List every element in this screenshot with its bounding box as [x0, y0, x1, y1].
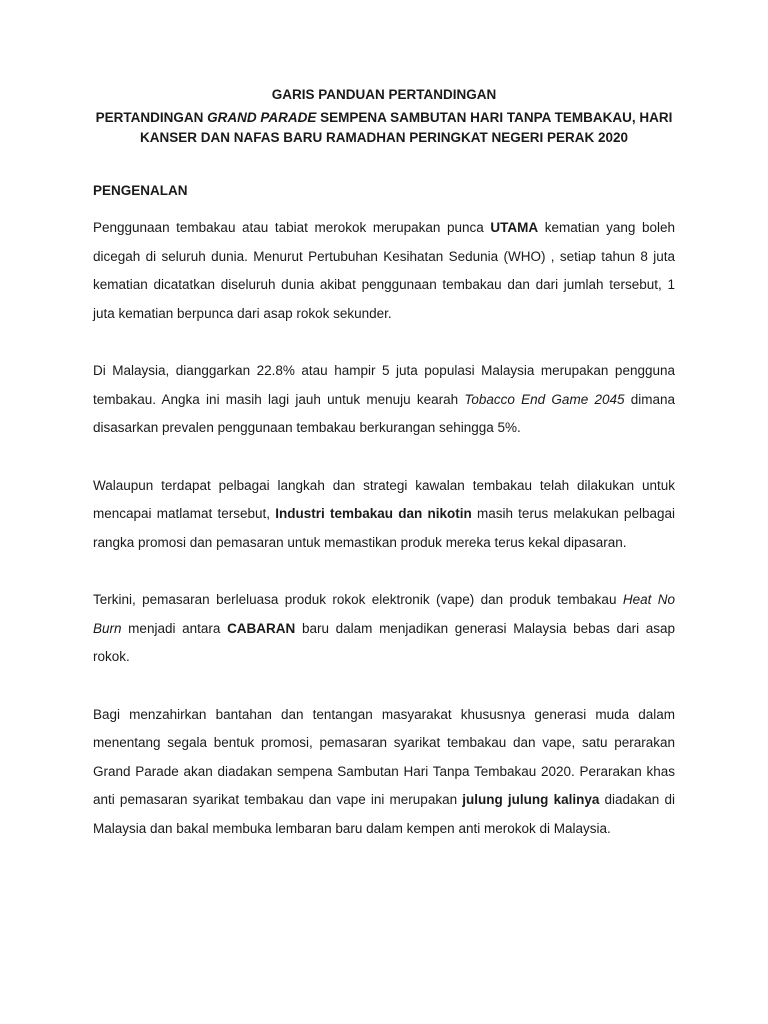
p4-text-a: Terkini, pemasaran berleluasa produk rokok elektronik (vape) dan produk tembakau — [93, 592, 623, 607]
p3-text-a: Walaupun terdapat pelbagai langkah dan strategi kawalan tembakau telah dilakukan untuk mencapai matlamat tersebut, — [93, 477, 675, 521]
paragraph-2 — [93, 357, 675, 443]
paragraph-1 — [93, 214, 675, 328]
p2-text-c: dimana disasarkan prevalen penggunaan tembakau berkurangan sehingga 5%. — [93, 391, 676, 435]
subtitle-part2: SEMPENA SAMBUTAN HARI TANPA TEMBAKAU, HARI KANSER DAN NAFAS BARU RAMADHAN PERINGKAT NEGERI PERAK 2020 — [139, 110, 673, 145]
paragraph-5 — [93, 701, 675, 844]
p5-text-c: diadakan di Malaysia dan bakal membuka lembaran baru dalam kempen anti merokok di Malaysia. — [93, 792, 675, 836]
subtitle-italic: GRAND PARADE — [207, 110, 317, 125]
p1-text-c: kematian yang boleh dicegah di seluruh dunia. Menurut Pertubuhan Kesihatan Sedunia (WHO) , setiap tahun 8 juta kematian dicatatkan diseluruh dunia akibat penggunaan tembakau dan dari jumlah tersebut, 1 juta kematian berpunca dari asap rokok sekunder. — [93, 220, 675, 321]
p4-bold: CABARAN — [227, 620, 296, 636]
p4-text-bpre: menjadi antara — [121, 620, 228, 636]
document-subtitle — [93, 108, 675, 148]
document-content — [93, 86, 675, 872]
p2-text-a: Di Malaysia, dianggarkan 22.8% atau hampir 5 juta populasi Malaysia merupakan pengguna tembakau. Angka ini masih lagi jauh untuk menuju kearah — [93, 363, 675, 407]
section-heading: PENGENALAN — [93, 183, 188, 198]
p5-bold: julung julung kalinya — [462, 792, 600, 807]
p3-text-c: masih terus melakukan pelbagai rangka promosi dan pemasaran untuk memastikan produk mereka terus kekal dipasaran. — [93, 506, 675, 550]
p3-bold: Industri tembakau dan nikotin — [275, 506, 472, 521]
p4-italic: Heat No Burn — [93, 592, 675, 636]
paragraph-3 — [93, 472, 675, 558]
p5-text-a: Bagi menzahirkan bantahan dan tentangan masyarakat khususnya generasi muda dalam menentang segala bentuk promosi, pemasaran syarikat tembakau dan vape, satu perarakan Grand Parade akan diadakan sempena Sambutan Hari Tanpa Tembakau 2020. Perarakan khas anti pemasaran syarikat tembakau dan vape ini merupakan — [93, 706, 675, 807]
p2-italic: Tobacco End Game 2045 — [464, 391, 625, 407]
subtitle-part1: PERTANDINGAN — [95, 110, 208, 125]
paragraph-4 — [93, 586, 675, 672]
p4-text-c: baru dalam menjadikan generasi Malaysia bebas dari asap rokok. — [93, 620, 675, 664]
p1-bold: UTAMA — [490, 220, 539, 235]
p1-text-a: Penggunaan tembakau atau tabiat merokok merupakan punca — [93, 220, 491, 235]
document-title: GARIS PANDUAN PERTANDINGAN — [271, 87, 497, 102]
